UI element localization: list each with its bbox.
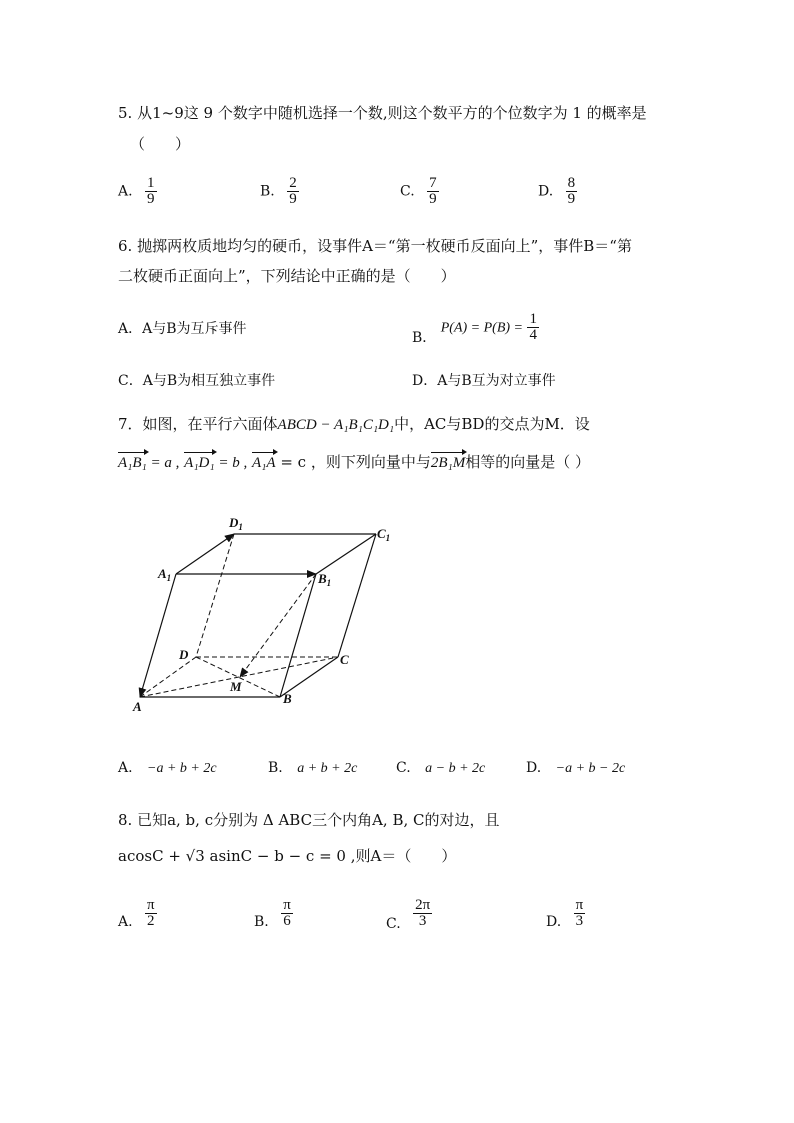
- vector-expression: −a + b − 2c: [555, 761, 626, 776]
- text: = a ,: [146, 455, 180, 471]
- text: 7．如图，在平行六面体: [118, 415, 278, 433]
- fraction: [287, 176, 299, 207]
- denominator: 6: [283, 913, 291, 929]
- q5-option-c[interactable]: [400, 176, 439, 207]
- numerator: π: [575, 897, 584, 913]
- vector: A₁B₁: [118, 455, 147, 471]
- vector: A₁D₁: [184, 455, 215, 471]
- option-label: B.: [268, 760, 283, 776]
- denominator: 9: [289, 191, 297, 207]
- q6-option-c[interactable]: C．A与B为相互独立事件: [118, 373, 276, 389]
- label-c1: $C_1$: [377, 526, 391, 543]
- vector: 2B₁M: [430, 455, 466, 471]
- edge-c1c: [338, 534, 376, 657]
- label-c: C: [340, 652, 349, 667]
- option-label: D.: [538, 183, 554, 200]
- label-a1: $A_1$: [158, 566, 172, 583]
- option-label: A.: [118, 913, 133, 930]
- hidden-edge-d1d: [196, 534, 234, 657]
- numerator: 1: [147, 175, 155, 191]
- q7-option-c[interactable]: [396, 760, 485, 777]
- fraction: [574, 898, 586, 929]
- denominator: 9: [429, 191, 437, 207]
- q8-option-d[interactable]: [546, 898, 585, 929]
- numerator: π: [147, 897, 155, 913]
- edge-b1c1: [316, 534, 376, 574]
- label-a: A: [133, 699, 142, 714]
- edge-b1b: [280, 574, 316, 697]
- denominator: 9: [567, 191, 576, 207]
- option-label: B．: [412, 329, 437, 346]
- text: 相等的向量是（ ）: [465, 453, 590, 471]
- q5-option-b[interactable]: [260, 176, 299, 207]
- denominator: 3: [418, 913, 427, 929]
- option-label: C.: [400, 183, 415, 200]
- label-d: D: [179, 647, 189, 662]
- fraction: [566, 176, 578, 207]
- text: 中，AC与BD的交点为M．设: [394, 415, 590, 433]
- fraction: [427, 176, 439, 207]
- q5-stem: 5. 从1~9这 9 个数字中随机选择一个数,则这个数平方的个位数字为 1 的概率是: [118, 104, 647, 122]
- q5-option-a[interactable]: [118, 176, 157, 207]
- vector-b1m: [240, 574, 316, 677]
- denominator: 4: [529, 327, 537, 343]
- edge-a1d1: [176, 534, 234, 574]
- q7-stem-line2: [118, 452, 590, 473]
- fraction: [281, 898, 293, 929]
- label-m: M: [230, 679, 242, 694]
- vector: A₁A: [252, 455, 276, 471]
- vector-expression: −a + b + 2c: [147, 761, 217, 776]
- q5-option-d[interactable]: [538, 176, 577, 207]
- parallelepiped-figure: [120, 505, 410, 720]
- q5-answer-paren: （ ）: [130, 135, 191, 153]
- text: = c ，则下列向量中与: [275, 453, 431, 471]
- numerator: 2: [289, 175, 297, 191]
- option-label: A.: [118, 183, 133, 200]
- fraction: [145, 898, 157, 929]
- q7-stem-line1: [118, 414, 590, 435]
- option-label: B.: [260, 183, 275, 200]
- option-label: C.: [396, 760, 411, 776]
- probability-expression: P(A) = P(B) =: [440, 320, 523, 336]
- q8-option-b[interactable]: [254, 898, 293, 929]
- vector-expression: a + b + 2c: [297, 761, 358, 776]
- math-expression: ABCD − A₁B₁C₁D₁: [277, 417, 395, 433]
- numerator: π: [283, 897, 291, 913]
- option-label: A.: [118, 760, 133, 776]
- q6-stem-line1: 6. 抛掷两枚质地均匀的硬币，设事件A＝“第一枚硬币反面向上”，事件B＝“第: [118, 237, 632, 255]
- numerator: 7: [429, 175, 437, 191]
- option-label: C.: [386, 915, 401, 932]
- edge-a1a: [140, 574, 176, 697]
- q8-option-c[interactable]: [386, 897, 432, 932]
- q7-option-a[interactable]: [118, 760, 217, 777]
- vector-expression: a − b + 2c: [425, 761, 486, 776]
- option-label: D.: [526, 760, 542, 776]
- q6-option-d[interactable]: D．A与B互为对立事件: [412, 373, 556, 389]
- fraction: [145, 176, 157, 207]
- q7-option-d[interactable]: [526, 760, 625, 777]
- denominator: 9: [147, 191, 155, 207]
- q8-stem-line2: acosC + √3 asinC − b − c = 0 ,则A＝（ ）: [118, 847, 457, 865]
- q7-option-b[interactable]: [268, 760, 357, 777]
- option-label: B.: [254, 913, 269, 930]
- denominator: 3: [575, 913, 584, 929]
- option-label: D.: [546, 913, 562, 930]
- q6-option-b[interactable]: [412, 311, 539, 346]
- denominator: 2: [147, 913, 155, 929]
- q8-option-a[interactable]: [118, 898, 157, 929]
- q6-stem-line2: 二枚硬币正面向上”，下列结论中正确的是（ ）: [118, 267, 456, 285]
- label-b1: $B_1$: [318, 571, 332, 588]
- label-b: B: [283, 691, 292, 706]
- fraction: [527, 312, 539, 343]
- numerator: 1: [529, 311, 537, 327]
- numerator: 2π: [415, 897, 431, 913]
- numerator: 8: [567, 175, 576, 191]
- fraction: [413, 898, 432, 929]
- text: = b ,: [214, 455, 248, 471]
- label-d1: $D_1$: [229, 515, 243, 532]
- q8-stem-line1: 8. 已知a, b, c分别为 Δ ABC三个内角A, B, C的对边，且: [118, 811, 500, 829]
- q6-option-a[interactable]: A．A与B为互斥事件: [118, 321, 247, 337]
